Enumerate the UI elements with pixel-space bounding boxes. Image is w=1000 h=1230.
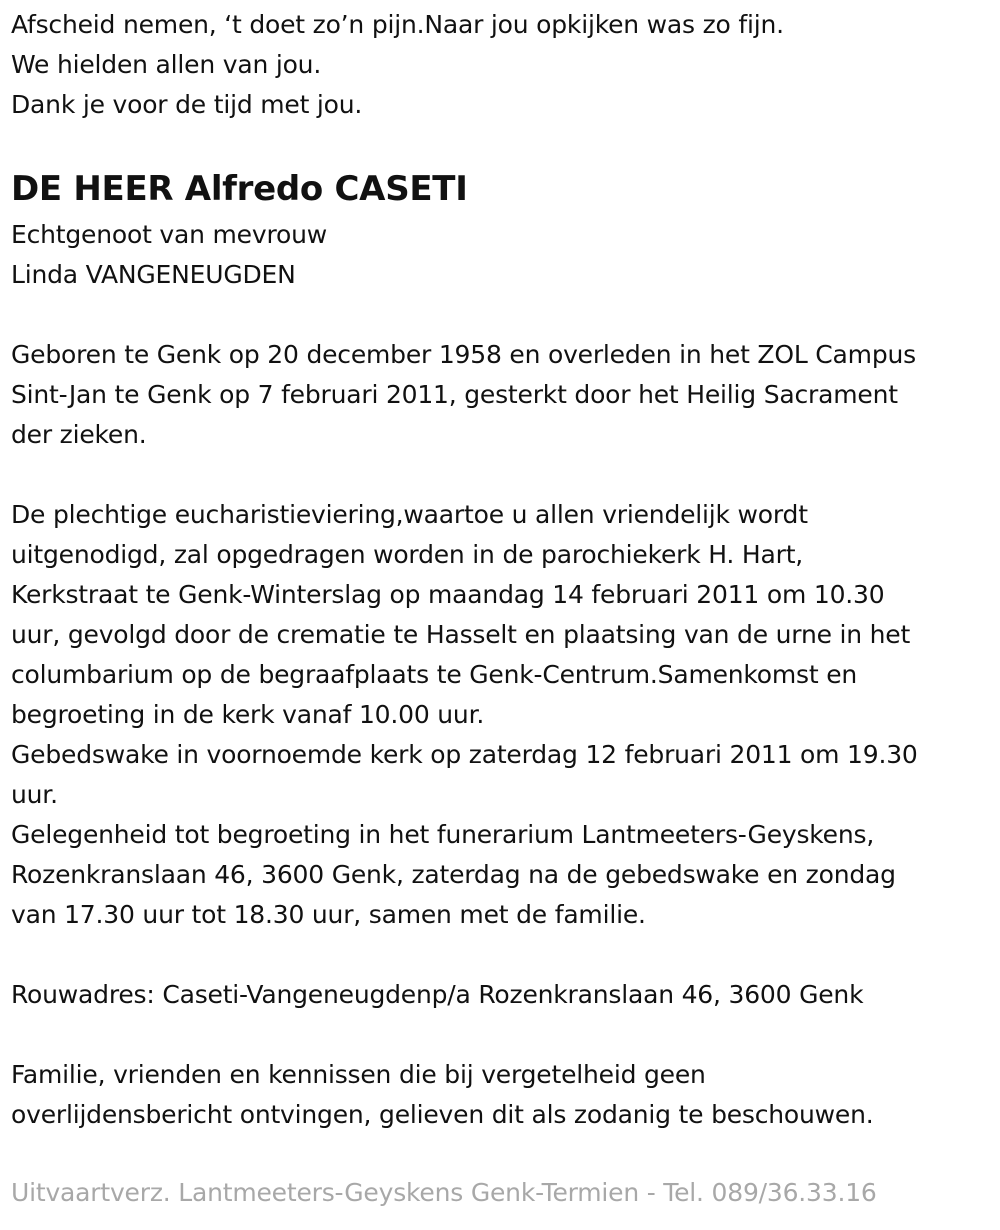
paragraph-spacer <box>11 935 996 975</box>
poem <box>11 0 996 125</box>
paragraph-spacer <box>11 455 996 495</box>
spouse-line: Linda VANGENEUGDEN <box>11 260 296 289</box>
spouse-line: Echtgenoot van mevrouw <box>11 220 327 249</box>
birth-death-paragraph <box>11 335 996 455</box>
poem-line: Afscheid nemen, ‘t doet zo’n pijn.Naar jou opkijken was zo fijn. <box>11 10 784 39</box>
paragraph-spacer <box>11 1015 996 1055</box>
paragraph-line: begroeting in de kerk vanaf 10.00 uur. <box>11 700 485 729</box>
paragraph-line: Sint-Jan te Genk op 7 februari 2011, gesterkt door het Heilig Sacrament <box>11 380 898 409</box>
paragraph-line: columbarium op de begraafplaats te Genk-Centrum.Samenkomst en <box>11 660 858 689</box>
mourning-address: Rouwadres: Caseti-Vangeneugdenp/a Rozenkranslaan 46, 3600 Genk <box>11 980 864 1009</box>
paragraph-line: uur. <box>11 780 58 809</box>
spouse-info <box>11 215 996 295</box>
paragraph-line: uitgenodigd, zal opgedragen worden in de parochiekerk H. Hart, <box>11 540 804 569</box>
deceased-name: DE HEER Alfredo CASETI <box>11 169 468 209</box>
poem-line: Dank je voor de tijd met jou. <box>11 90 363 119</box>
paragraph-line: De plechtige eucharistieviering,waartoe u allen vriendelijk wordt <box>11 500 808 529</box>
paragraph-line: van 17.30 uur tot 18.30 uur, samen met de familie. <box>11 900 646 929</box>
paragraph-line: Geboren te Genk op 20 december 1958 en overleden in het ZOL Campus <box>11 340 916 369</box>
paragraph-line: der zieken. <box>11 420 147 449</box>
ceremony-paragraph <box>11 495 996 935</box>
notice-paragraph <box>11 1055 996 1135</box>
paragraph-line: Kerkstraat te Genk-Winterslag op maandag 14 februari 2011 om 10.30 <box>11 580 885 609</box>
funeral-home-footer: Uitvaartverz. Lantmeeters-Geyskens Genk-Termien - Tel. 089/36.33.16 <box>11 1178 877 1207</box>
paragraph-line: Familie, vrienden en kennissen die bij vergetelheid geen <box>11 1060 706 1089</box>
paragraph-line: Rozenkranslaan 46, 3600 Genk, zaterdag na de gebedswake en zondag <box>11 860 896 889</box>
obituary-notice <box>11 0 996 1135</box>
paragraph-line: Gebedswake in voornoemde kerk op zaterdag 12 februari 2011 om 19.30 <box>11 740 918 769</box>
paragraph-line: uur, gevolgd door de crematie te Hasselt en plaatsing van de urne in het <box>11 620 911 649</box>
paragraph-spacer <box>11 295 996 335</box>
poem-line: We hielden allen van jou. <box>11 50 322 79</box>
paragraph-line: overlijdensbericht ontvingen, gelieven dit als zodanig te beschouwen. <box>11 1100 874 1129</box>
paragraph-line: Gelegenheid tot begroeting in het funerarium Lantmeeters-Geyskens, <box>11 820 875 849</box>
